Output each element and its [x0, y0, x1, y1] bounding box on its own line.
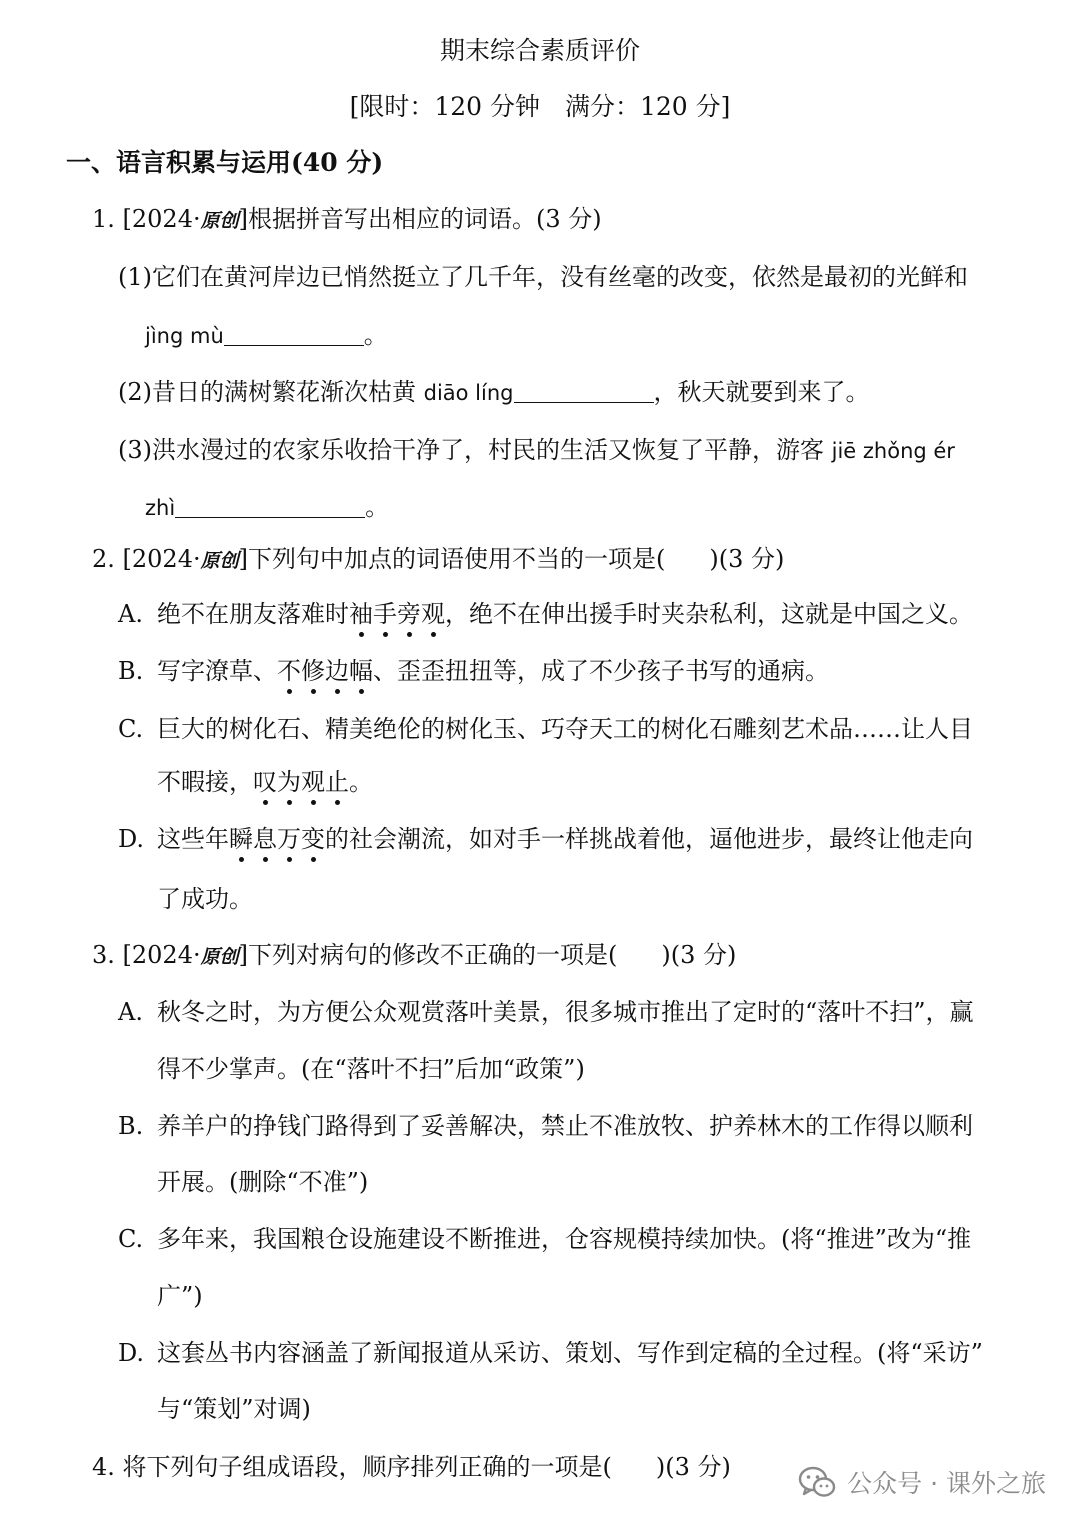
question-1-part-2: (2)昔日的满树繁花渐次枯黄 diāo líng ，秋天就要到来了。 — [118, 378, 870, 406]
question-2-option-b: B. 写字潦草、不修边幅、歪歪扭扭等，成了不少孩子书写的通病。 — [118, 654, 829, 688]
question-3-option-b: B. 养羊户的挣钱门路得到了妥善解决，禁止不准放牧、护养林木的工作得以顺利 — [118, 1112, 973, 1140]
pinyin: jiē zhǒng ér — [831, 439, 955, 463]
watermark — [797, 1462, 1046, 1502]
question-3-stem: 3. [2024·原创]下列对病句的修改不正确的一项是( )(3 分) — [92, 941, 737, 969]
question-2-option-d: D. 这些年瞬息万变的社会潮流，如对手一样挑战着他，逼他进步，最终让他走向 — [118, 822, 973, 856]
answer-blank[interactable] — [514, 379, 654, 403]
pinyin: jìng mù — [145, 324, 224, 348]
pinyin: zhì — [145, 496, 176, 520]
question-4-stem: 4. 将下列句子组成语段，顺序排列正确的一项是( )(3 分) — [92, 1453, 731, 1481]
question-1-part-3: (3)洪水漫过的农家乐收拾干净了，村民的生活又恢复了平静，游客 jiē zhǒng ér — [118, 436, 955, 464]
question-2-option-c: C. 巨大的树化石、精美绝伦的树化玉、巧夺天工的树化石雕刻艺术品……让人目 — [118, 715, 973, 743]
question-2-stem: 2. [2024·原创]下列句中加点的词语使用不当的一项是( )(3 分) — [92, 545, 785, 573]
question-1-stem: 1. [2024·原创]根据拼音写出相应的词语。(3 分) — [92, 205, 602, 233]
question-3-option-c-line-2: 广”) — [157, 1282, 203, 1310]
source-tag: 原创 — [200, 550, 239, 572]
question-2-option-a: A. 绝不在朋友落难时袖手旁观，绝不在伸出援手时夹杂私利，这就是中国之义。 — [118, 597, 973, 631]
question-3-option-a: A. 秋冬之时，为方便公众观赏落叶美景，很多城市推出了定时的“落叶不扫”，赢 — [118, 998, 974, 1026]
time-and-score-limit: [限时：120 分钟 满分：120 分] — [349, 92, 731, 121]
source-tag: 原创 — [200, 946, 239, 968]
question-3-option-d-line-2: 与“策划”对调) — [157, 1395, 311, 1423]
question-1-part-1-answer: jìng mù 。 — [145, 321, 388, 349]
question-3-option-d: D. 这套丛书内容涵盖了新闻报道从采访、策划、写作到定稿的全过程。(将“采访” — [118, 1339, 983, 1367]
question-2-option-d-line-2: 了成功。 — [157, 885, 253, 913]
section-heading: 一、语言积累与运用(40 分) — [66, 148, 384, 177]
question-3-option-a-line-2: 得不少掌声。(在“落叶不扫”后加“政策”) — [157, 1055, 585, 1083]
wechat-icon — [797, 1462, 837, 1502]
answer-blank[interactable] — [224, 322, 364, 346]
source-tag: 原创 — [200, 210, 239, 232]
pinyin: diāo líng — [423, 381, 514, 405]
page-title: 期末综合素质评价 — [439, 36, 640, 65]
question-3-option-b-line-2: 开展。(删除“不准”) — [157, 1168, 369, 1196]
answer-blank[interactable] — [175, 494, 365, 518]
question-3-option-c: C. 多年来，我国粮仓设施建设不断推进，仓容规模持续加快。(将“推进”改为“推 — [118, 1225, 972, 1253]
question-2-option-c-line-2: 不暇接，叹为观止。 — [157, 765, 373, 799]
question-1-part-3-answer: zhì 。 — [145, 493, 390, 521]
watermark-text: 公众号 · 课外之旅 — [847, 1469, 1046, 1498]
question-1-part-1: (1)它们在黄河岸边已悄然挺立了几千年，没有丝毫的改变，依然是最初的光鲜和 — [118, 263, 968, 291]
